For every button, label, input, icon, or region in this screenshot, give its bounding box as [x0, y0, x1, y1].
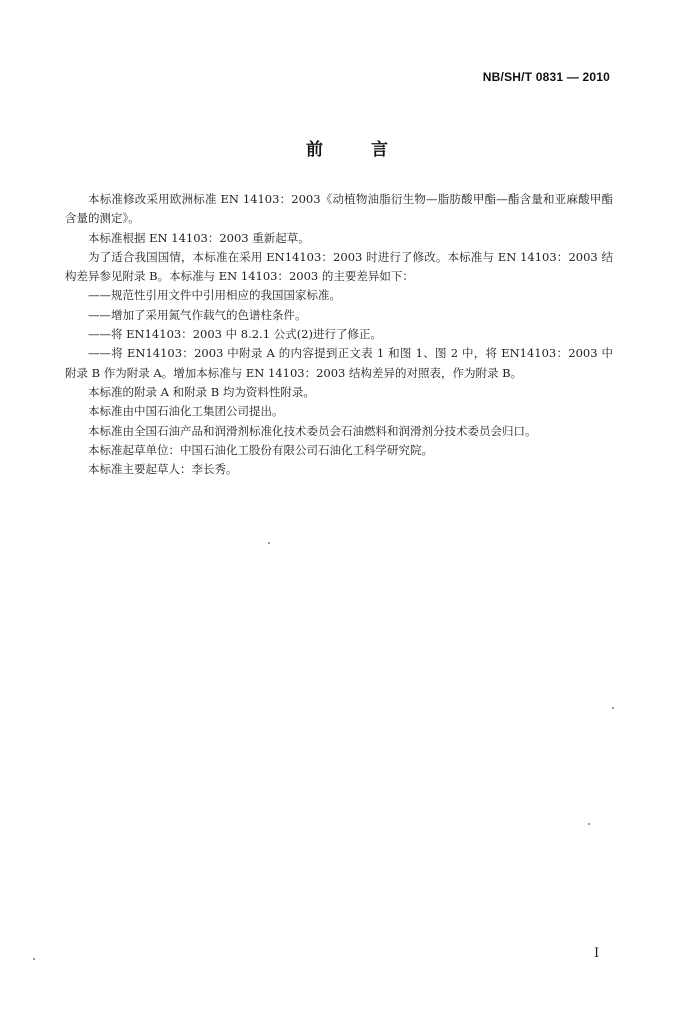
difference-item: ——将 EN14103：2003 中 8.2.1 公式(2)进行了修正。	[88, 327, 382, 342]
foreword-paragraph: 本标准根据 EN 14103：2003 重新起草。	[88, 230, 310, 245]
foreword-paragraph: 本标准起草单位：中国石油化工股份有限公司石油化工科学研究院。	[88, 442, 433, 457]
standard-number: NB/SH/T 0831 — 2010	[482, 70, 610, 84]
foreword-paragraph: 本标准由中国石油化工集团公司提出。	[88, 404, 284, 419]
foreword-body	[65, 190, 613, 479]
foreword-paragraph: 本标准主要起草人：李长秀。	[88, 462, 238, 477]
difference-item: ——将 EN14103：2003 中附录 A 的内容提到正文表 1 和图 1、图 2 中，将 EN14103：2003 中附录 B 作为附录 A。增加本标准与 EN 14103：2003 结构差异的对照表，作为附录 B。	[65, 346, 613, 380]
difference-item: ——规范性引用文件中引用相应的我国国家标准。	[88, 288, 341, 303]
difference-item: ——增加了采用氮气作载气的色谱柱条件。	[88, 307, 307, 322]
foreword-paragraph: 本标准修改采用欧洲标准 EN 14103：2003《动植物油脂衍生物—脂肪酸甲酯—酯含量和亚麻酸甲酯含量的测定》。	[65, 192, 613, 226]
foreword-paragraph: 本标准的附录 A 和附录 B 均为资料性附录。	[88, 384, 315, 399]
scan-speck	[588, 823, 590, 825]
scan-speck	[33, 958, 35, 960]
scan-speck	[268, 542, 270, 544]
foreword-paragraph: 本标准由全国石油产品和润滑剂标准化技术委员会石油燃料和润滑剂分技术委员会归口。	[88, 423, 537, 438]
page-number: I	[594, 946, 600, 961]
page-title: 前言	[306, 140, 436, 160]
scan-speck	[612, 707, 614, 709]
foreword-paragraph: 为了适合我国国情，本标准在采用 EN14103：2003 时进行了修改。本标准与 EN 14103：2003 结构差异参见附录 B。本标准与 EN 14103：2003 的主要差异如下：	[65, 249, 613, 284]
